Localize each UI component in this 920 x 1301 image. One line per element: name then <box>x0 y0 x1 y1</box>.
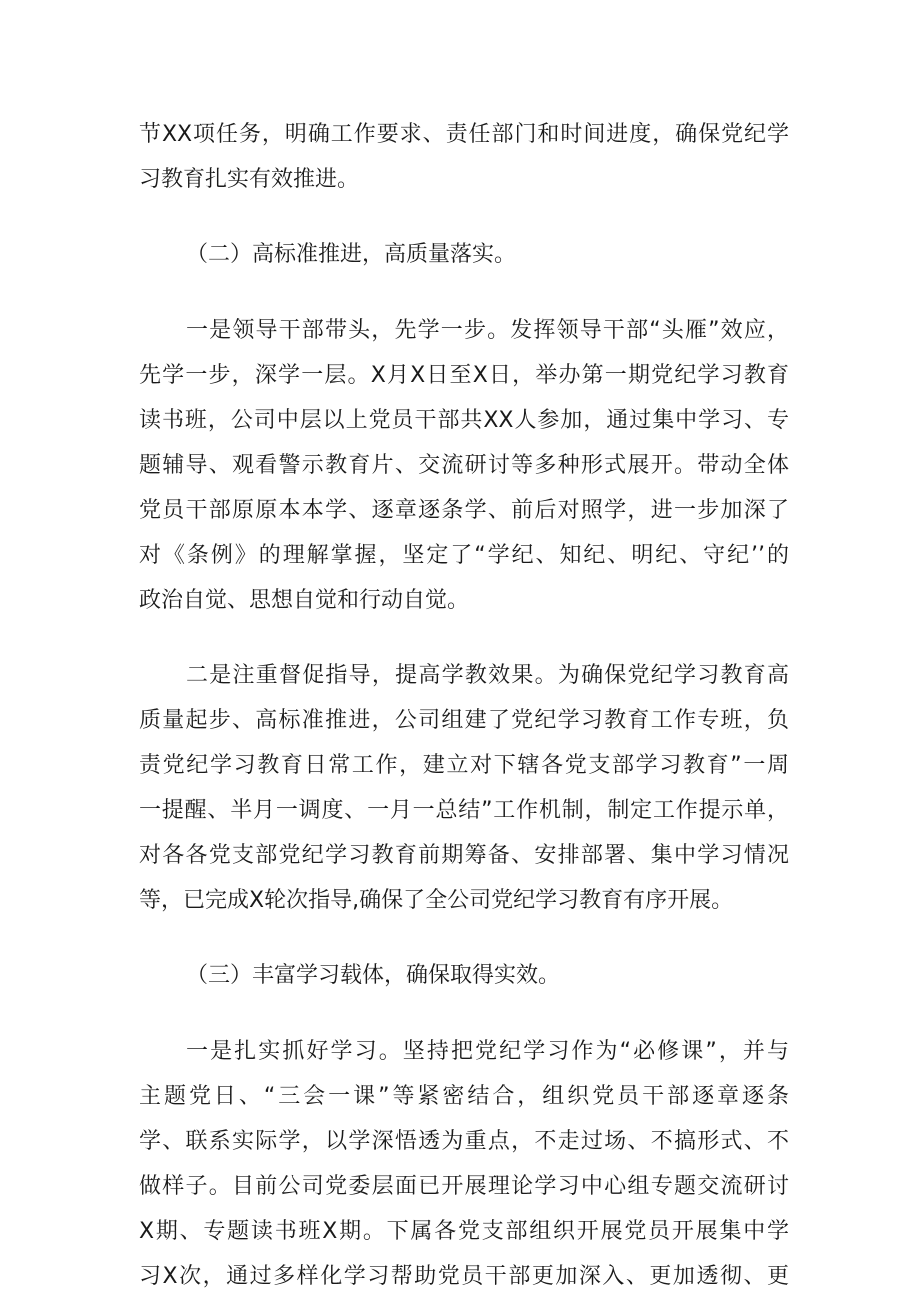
text-line: 习教育扎实有效推进。 <box>139 167 360 192</box>
text-line: 一是领导干部带头，先学一步。发挥领导干部“头雁”效应， <box>186 318 789 343</box>
paragraph-leaders-first <box>139 308 789 623</box>
text-line: 题辅导、观看警示教育片、交流研讨等多种形式展开。带动全体 <box>139 453 789 478</box>
text-line: 对各各党支部党纪学习教育前期筹备、安排部署、集中学习情况 <box>139 843 789 868</box>
text-line: 习X次，通过多样化学习帮助党员干部更加深入、更加透彻、更 <box>139 1264 789 1289</box>
text-line: 一是扎实抓好学习。坚持把党纪学习作为“必修课”，并与 <box>186 1039 789 1064</box>
document-body <box>139 112 789 1301</box>
text-line: 党员干部原原本本学、逐章逐条学、前后对照学，进一步加深了 <box>139 498 789 523</box>
paragraph-study <box>139 1029 789 1299</box>
heading-text: （三）丰富学习载体，确保取得实效。 <box>186 963 561 988</box>
text-line: 一提醒、半月一调度、一月一总结”工作机制，制定工作提示单， <box>139 798 789 823</box>
heading-text: （二）高标准推进，高质量落实。 <box>186 242 517 267</box>
text-line: 等，已完成X轮次指导,确保了全公司党纪学习教育有序开展。 <box>139 888 734 913</box>
text-line: 节XX项任务，明确工作要求、责任部门和时间进度，确保党纪学 <box>139 122 789 147</box>
text-line: 学、联系实际学，以学深悟透为重点，不走过场、不搞形式、不 <box>139 1129 789 1154</box>
section-heading-3 <box>139 953 789 998</box>
text-line: 质量起步、高标准推进，公司组建了党纪学习教育工作专班，负 <box>139 708 789 733</box>
text-line: 读书班，公司中层以上党员干部共XX人参加，通过集中学习、专 <box>139 408 789 433</box>
section-heading-2 <box>139 232 789 277</box>
text-line: 责党纪学习教育日常工作，建立对下辖各党支部学习教育”一周 <box>139 753 789 778</box>
paragraph-continuation <box>139 112 789 202</box>
text-line: 主题党日、“三会一课”等紧密结合，组织党员干部逐章逐条 <box>139 1084 789 1109</box>
text-line: X期、专题读书班X期。下属各党支部组织开展党员开展集中学 <box>139 1219 789 1244</box>
text-line: 做样子。目前公司党委层面已开展理论学习中心组专题交流研讨 <box>139 1174 789 1199</box>
text-line: 二是注重督促指导，提高学教效果。为确保党纪学习教育高 <box>186 663 789 688</box>
paragraph-supervision <box>139 653 789 923</box>
text-line: 政治自觉、思想自觉和行动自觉。 <box>139 588 470 613</box>
text-line: 先学一步，深学一层。X月X日至X日，举办第一期党纪学习教育 <box>139 363 789 388</box>
text-line: 对《条例》的理解掌握，坚定了“学纪、知纪、明纪、守纪’’的 <box>139 543 789 568</box>
